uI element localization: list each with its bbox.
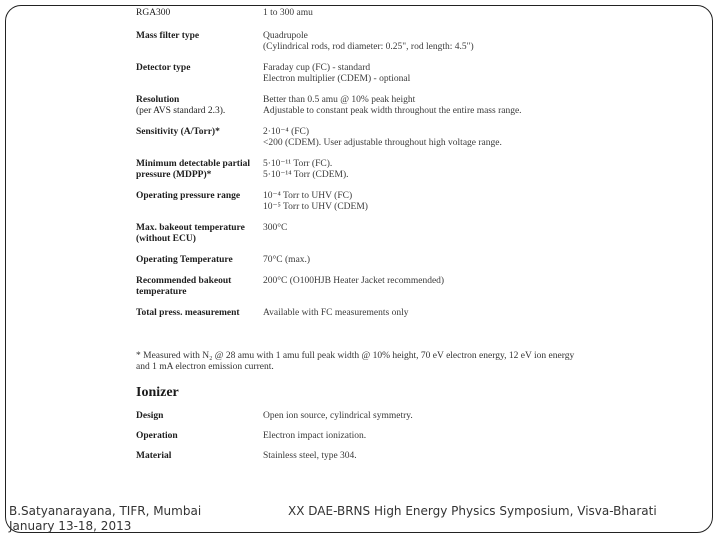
spec-value: Faraday cup (FC) - standard [263,63,371,73]
spec-value: <200 (CDEM). User adjustable throughout high voltage range. [263,138,502,148]
spec-row-recommended-bakeout [136,276,596,298]
footer-author: B.Satyanarayana, TIFR, Mumbai [9,504,202,518]
footer-event: XX DAE-BRNS High Energy Physics Symposium, Visva-Bharati [288,504,657,518]
spec-mass-range: 1 to 300 amu [263,8,313,18]
spec-label: Total press. measurement [136,308,240,318]
spec-label: Sensitivity (A/Torr)* [136,127,220,137]
spec-value: Open ion source, cylindrical symmetry. [263,411,413,421]
footer-dates: January 13-18, 2013 [9,519,132,533]
spec-value: 300°C [263,223,288,233]
spec-value: 70°C (max.) [263,255,311,265]
spec-value: 10⁻⁴ Torr to UHV (FC) [263,191,353,201]
spec-value: Electron impact ionization. [263,431,367,441]
spec-label: Material [136,451,172,461]
spec-footnote: * Measured with N₂ @ 28 amu with 1 amu full peak width @ 10% height, 70 eV electron energy, 12 eV ion energy and 1 mA electron emission current. [136,351,575,372]
footer-author-block [9,504,201,534]
spec-row-operating-temp [136,255,596,266]
spec-row-total-pressure [136,308,596,319]
spec-value: 2·10⁻⁴ (FC) [263,127,310,137]
spec-label: Operation [136,431,178,441]
spec-value: (Cylindrical rods, rod diameter: 0.25", rod length: 4.5") [263,42,474,52]
spec-value: Available with FC measurements only [263,308,409,318]
ionizer-row-design [136,411,596,422]
spec-label: Mass filter type [136,31,200,41]
spec-value: 200°C (O100HJB Heater Jacket recommended) [263,276,445,286]
ionizer-row-material [136,451,596,462]
spec-row-mass-filter [136,31,596,53]
spec-label: Operating Temperature [136,255,233,265]
spec-value: 5·10⁻¹¹ Torr (FC). [263,159,333,169]
spec-row-sensitivity [136,127,596,149]
spec-row-resolution [136,95,596,117]
spec-value: Better than 0.5 amu @ 10% peak height [263,95,416,105]
spec-label: Max. bakeout temperature (without ECU) [136,223,245,244]
spec-value: Adjustable to constant peak width throughout the entire mass range. [263,106,522,116]
spec-row-detector [136,63,596,85]
spec-value: Stainless steel, type 304. [263,451,357,461]
spec-label: Design [136,411,164,421]
spec-value: Electron multiplier (CDEM) - optional [263,74,411,84]
spec-row-pressure-range [136,191,596,213]
spec-label: Minimum detectable partial pressure (MDPP)* [136,159,250,180]
spec-label: Detector type [136,63,191,73]
spec-label: Operating pressure range [136,191,241,201]
spec-row-mdpp [136,159,596,181]
ionizer-row-operation [136,431,596,442]
ionizer-section-title: Ionizer [136,385,179,400]
spec-row-max-bakeout [136,223,596,245]
spec-label: Resolution [136,95,180,105]
spec-document [136,8,596,471]
spec-value: 5·10⁻¹⁴ Torr (CDEM). [263,170,349,180]
spec-label: Recommended bakeout temperature [136,276,232,297]
spec-model-label: RGA300 [136,8,171,18]
spec-sublabel: (per AVS standard 2.3). [136,106,226,116]
spec-value: Quadrupole [263,31,308,41]
spec-value: 10⁻⁵ Torr to UHV (CDEM) [263,202,368,212]
spec-header-row [136,8,596,19]
